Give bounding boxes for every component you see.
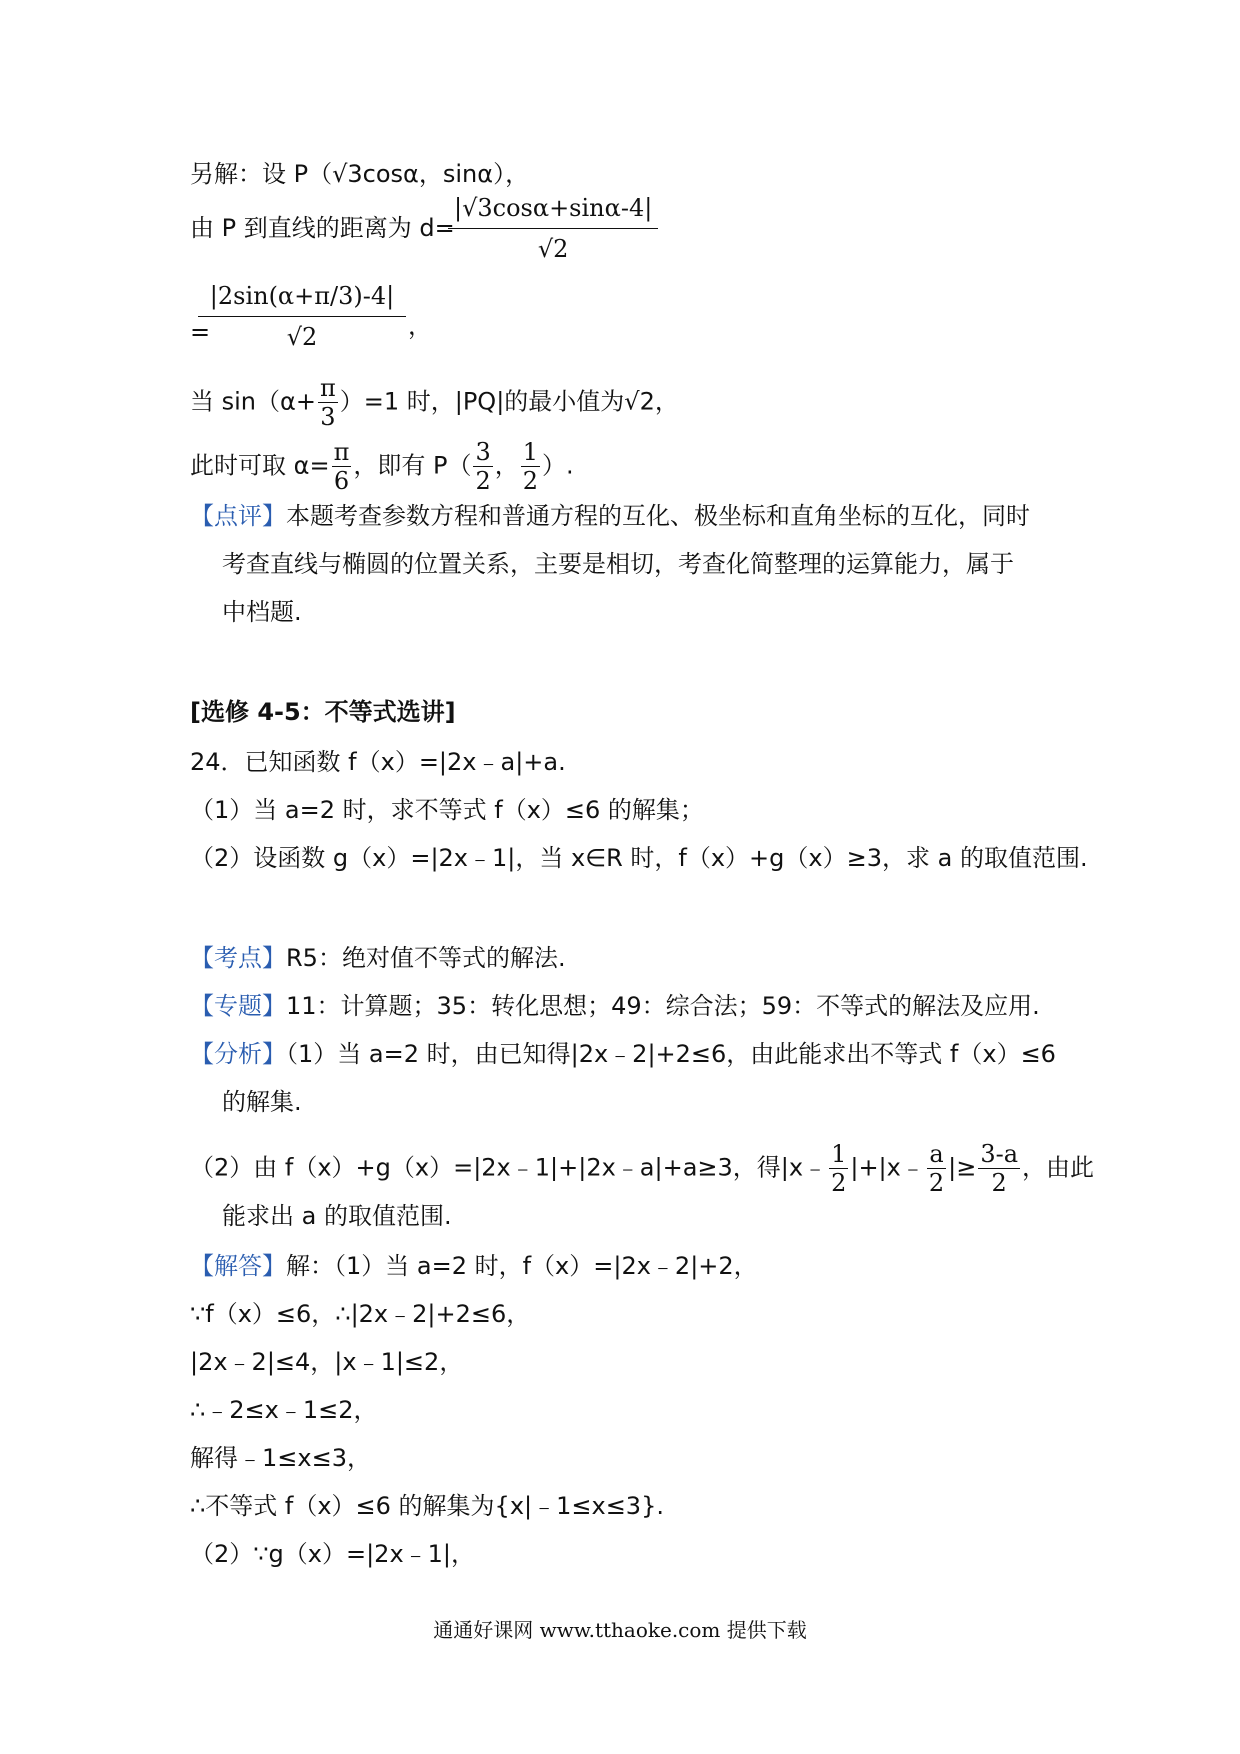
- distance-formula-numerator: |√3cosα+sinα-4|: [454, 194, 653, 222]
- zhuanti-tag: 【专题】: [190, 992, 286, 1020]
- jieda-text-1: 解：（1）当 a=2 时，f（x）=|2x﹣2|+2，: [286, 1252, 758, 1280]
- one-half-fraction: [521, 438, 540, 495]
- zhuanti-line: [190, 990, 1040, 1022]
- fraction-numerator: 3: [475, 438, 491, 466]
- question-24-part-1: （1）当 a=2 时，求不等式 f（x）≤6 的解集；: [190, 796, 704, 824]
- comment-line-3: 中档题.: [222, 598, 302, 626]
- fenxi-3-end: ，由此: [1022, 1153, 1095, 1182]
- question-24-stem: 24．已知函数 f（x）=|2x﹣a|+a.: [190, 748, 566, 776]
- fraction-numerator: 1: [831, 1140, 847, 1168]
- fraction-numerator: π: [333, 438, 350, 466]
- pi-over-3-fraction: [318, 374, 338, 431]
- comment-line-1: [190, 500, 1030, 532]
- comment-line-2: 考查直线与椭圆的位置关系，主要是相切，考查化简整理的运算能力，属于: [222, 550, 1014, 578]
- alt-solution-line-1: 另解：设 P（√3cosα，sinα），: [190, 160, 530, 188]
- zhuanti-text: 11：计算题；35：转化思想；49：综合法；59：不等式的解法及应用.: [286, 992, 1040, 1020]
- page-footer: 通通好课网 www.tthaoke.com 提供下载: [433, 1618, 807, 1642]
- fraction-numerator: π: [319, 374, 336, 402]
- point-p-end: ）.: [542, 451, 574, 480]
- three-minus-a-over-2-fraction: [978, 1140, 1020, 1197]
- equals-sign: =: [190, 318, 211, 346]
- alt-solution-line-4: [190, 374, 679, 431]
- jieda-line-1: [190, 1250, 758, 1282]
- section-title: [选修 4-5：不等式选讲]: [190, 698, 456, 726]
- fenxi-3-mid-1: |+|x﹣: [850, 1153, 925, 1182]
- one-half-fraction: [829, 1140, 848, 1197]
- point-p-prefix: ，即有 P（: [353, 451, 472, 480]
- kaodian-tag: 【考点】: [190, 944, 286, 972]
- fraction-numerator: a: [929, 1140, 944, 1168]
- simplified-distance-fraction: [198, 276, 406, 357]
- point-p-comma: ，: [494, 451, 519, 480]
- comment-tag: 【点评】: [190, 502, 286, 530]
- alt-solution-line-5: [190, 438, 574, 495]
- fraction-denominator: 2: [978, 1168, 1020, 1197]
- simplified-distance-denominator: √2: [198, 316, 406, 357]
- simplified-distance-comma: ，: [408, 312, 432, 340]
- distance-formula-label: 由 P 到直线的距离为 d=: [190, 214, 455, 242]
- fenxi-tag: 【分析】: [190, 1040, 286, 1068]
- fraction-denominator: 6: [332, 466, 352, 495]
- fraction-numerator: 1: [522, 438, 539, 466]
- sin-condition-prefix: 当 sin（α+: [190, 387, 316, 416]
- fenxi-3-mid-2: |≥: [948, 1153, 977, 1182]
- jieda-line-6: ∴不等式 f（x）≤6 的解集为{x|﹣1≤x≤3}.: [190, 1492, 664, 1520]
- fraction-denominator: 2: [831, 1169, 847, 1197]
- three-halves-fraction: [473, 438, 492, 495]
- jieda-tag: 【解答】: [190, 1252, 286, 1280]
- fenxi-3-prefix: （2）由 f（x）+g（x）=|2x﹣1|+|2x﹣a|+a≥3，得|x﹣: [190, 1153, 828, 1182]
- jieda-line-4: ∴﹣2≤x﹣1≤2，: [190, 1396, 378, 1424]
- jieda-line-2: ∵f（x）≤6，∴|2x﹣2|+2≤6，: [190, 1300, 531, 1328]
- fenxi-line-4: 能求出 a 的取值范围.: [222, 1202, 452, 1230]
- simplified-distance-numerator: |2sin(α+π/3)-4|: [209, 282, 395, 310]
- fenxi-line-1: [190, 1038, 1056, 1070]
- distance-formula-fraction: [448, 188, 658, 269]
- jieda-line-7: （2）∵g（x）=|2x﹣1|，: [190, 1540, 475, 1568]
- fraction-denominator: 2: [522, 467, 539, 495]
- fenxi-text-1: （1）当 a=2 时，由已知得|2x﹣2|+2≤6，由此能求出不等式 f（x）≤6: [286, 1040, 1056, 1068]
- fraction-denominator: 2: [928, 1169, 945, 1197]
- kaodian-line: [190, 942, 566, 974]
- fraction-denominator: 3: [318, 402, 338, 431]
- alpha-choice-prefix: 此时可取 α=: [190, 451, 330, 480]
- jieda-line-3: |2x﹣2|≤4，|x﹣1|≤2，: [190, 1348, 464, 1376]
- question-24-part-2: （2）设函数 g（x）=|2x﹣1|，当 x∈R 时，f（x）+g（x）≥3，求 a 的取值范围.: [190, 844, 1088, 872]
- pi-over-6-fraction: [332, 438, 352, 495]
- fraction-numerator: 3-a: [980, 1140, 1019, 1168]
- kaodian-text: R5：绝对值不等式的解法.: [286, 944, 566, 972]
- comment-text-1: 本题考查参数方程和普通方程的互化、极坐标和直角坐标的互化，同时: [286, 502, 1030, 530]
- distance-formula-denominator: √2: [448, 228, 658, 269]
- min-value-statement: ）=1 时，|PQ|的最小值为√2，: [339, 387, 679, 416]
- a-over-2-fraction: [927, 1140, 946, 1197]
- jieda-line-5: 解得﹣1≤x≤3，: [190, 1444, 371, 1472]
- fenxi-line-2: 的解集.: [222, 1088, 302, 1116]
- fenxi-line-3: [190, 1140, 1094, 1197]
- fraction-denominator: 2: [475, 467, 491, 495]
